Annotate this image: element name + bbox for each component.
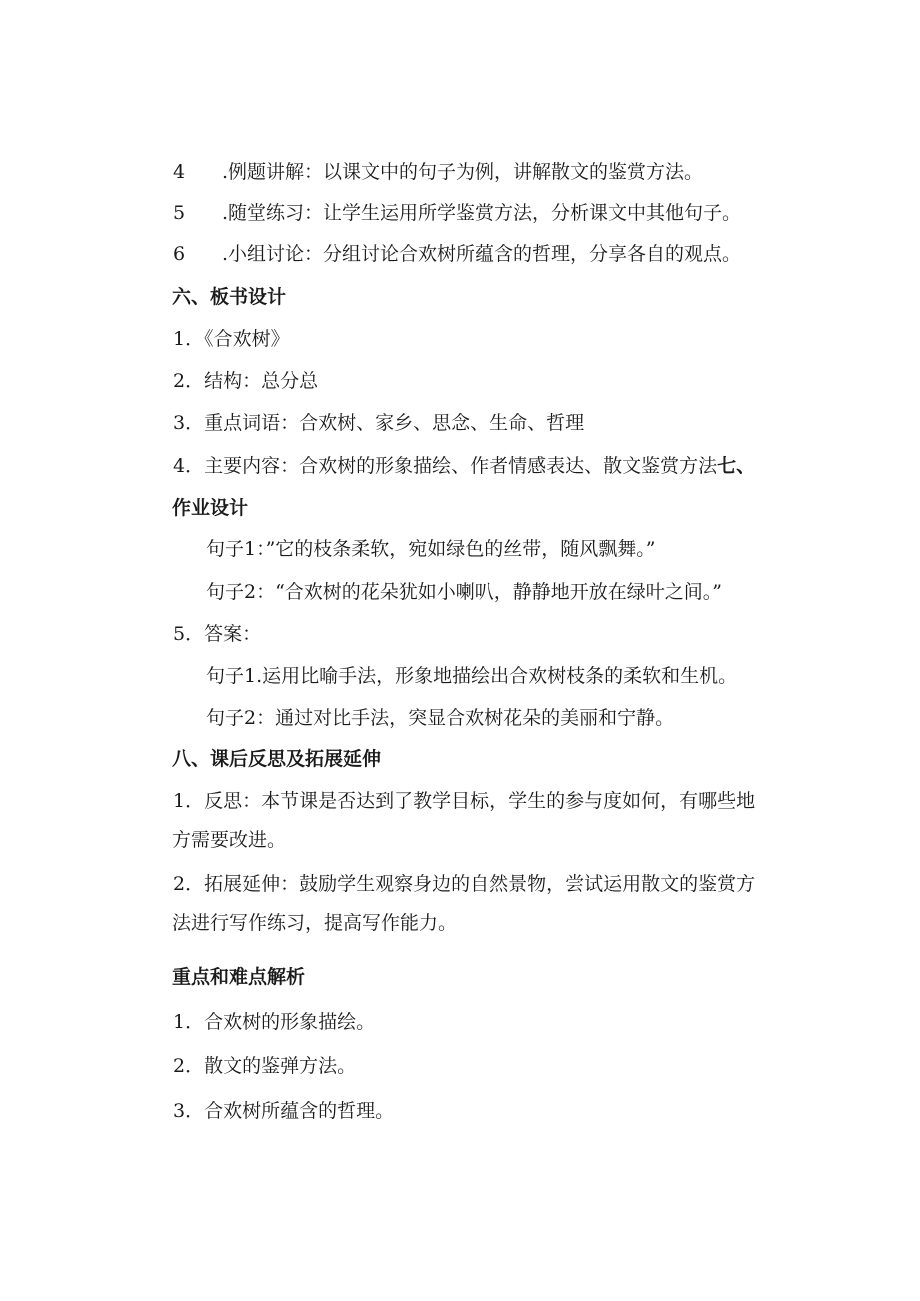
paragraph-line: 法进行写作练习，提高写作能力。	[172, 912, 458, 934]
paragraph-line: 1．反思：本节课是否达到了教学目标，学生的参与度如何，有哪些地	[173, 790, 756, 812]
list-item: 3．合欢树所蕴含的哲理。	[173, 1100, 395, 1122]
list-number: 4	[173, 161, 186, 183]
list-item: 2．散文的鉴弹方法。	[173, 1055, 357, 1077]
answer-item: 句子2：通过对比手法，突显合欢树花朵的美丽和宁静。	[206, 707, 675, 729]
section-heading: 六、板书设计	[172, 286, 287, 308]
list-item: 2．结构：总分总	[173, 370, 319, 392]
list-item	[173, 454, 755, 478]
list-number: 5	[173, 202, 186, 224]
list-text: .随堂练习：让学生运用所学鉴赏方法，分析课文中其他句子。	[222, 202, 742, 224]
section-heading: 作业设计	[172, 497, 249, 519]
section-heading: 重点和难点解析	[172, 966, 306, 988]
list-item: 1．《合欢树》	[173, 328, 290, 350]
list-item: 3．重点词语：合欢树、家乡、思念、生命、哲理	[173, 412, 585, 434]
section-heading-inline: 七、	[717, 455, 756, 477]
paragraph-line: 方需要改进。	[172, 829, 287, 851]
list-item: 1．合欢树的形象描绘。	[173, 1011, 376, 1033]
paragraph-line: 2．拓展延伸：鼓励学生观察身边的自然景物，尝试运用散文的鉴赏方	[173, 873, 756, 895]
answer-item: 句子1.运用比喻手法，形象地描绘出合欢树枝条的柔软和生机。	[206, 665, 738, 687]
sentence-item: 句子2：“合欢树的花朵犹如小喇叭，静静地开放在绿叶之间。”	[206, 581, 723, 603]
list-text: .小组讨论：分组讨论合欢树所蕴含的哲理，分享各自的观点。	[222, 243, 742, 265]
sentence-item: 句子1：”它的枝条柔软，宛如绿色的丝带，随风飘舞。”	[206, 538, 656, 560]
list-text: .例题讲解：以课文中的句子为例，讲解散文的鉴赏方法。	[222, 161, 704, 183]
section-heading: 八、课后反思及拓展延伸	[172, 748, 382, 770]
list-number: 6	[173, 243, 186, 265]
answer-label: 5．答案：	[173, 623, 262, 645]
list-text: 4．主要内容：合欢树的形象描绘、作者情感表达、散文鉴赏方法	[173, 455, 718, 477]
